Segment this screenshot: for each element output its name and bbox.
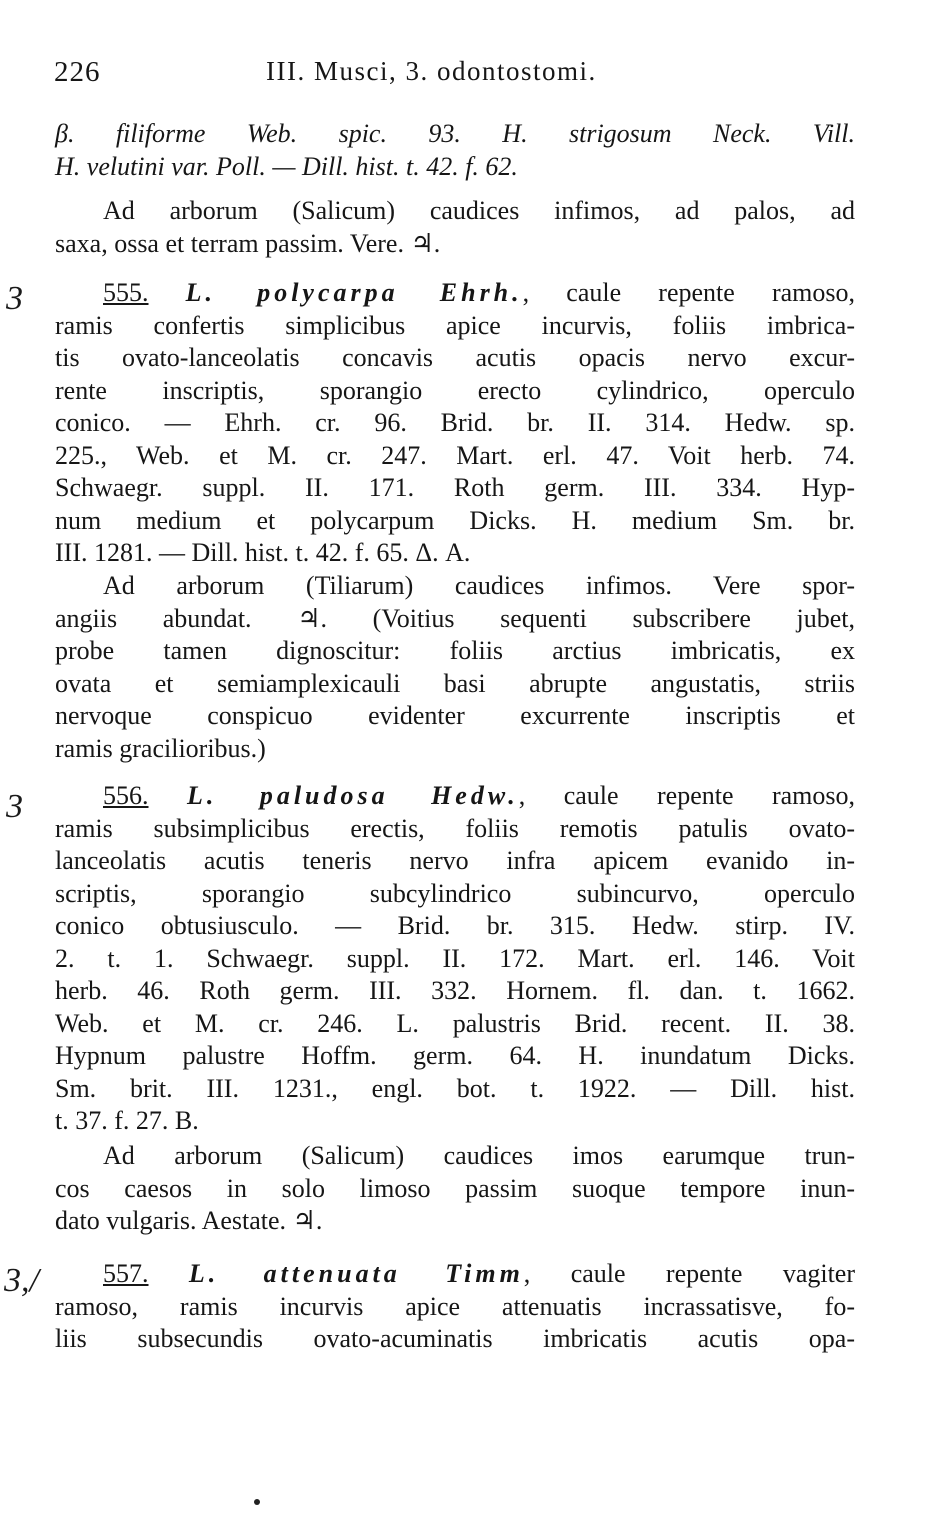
text-line: scriptis, sporangio subcylindrico subincurvo, operculo [55,878,855,908]
text-line: ramis subsimplicibus erectis, foliis remotis patulis ovato- [55,813,855,843]
habitat-555 [55,570,855,765]
text-line: conico obtusiusculo. — Brid. br. 315. Hedw. stirp. IV. [55,911,855,940]
entry-number: 557. [103,1259,149,1288]
text-line: probe tamen dignoscitur: foliis arctius imbricatis, ex [55,636,855,665]
text-line: ramis gracilioribus.) [55,733,266,763]
text-line: ovata et semiamplexicauli basi abrupte angustatis, striis [55,668,855,698]
entry-heading [55,780,855,813]
text-line: conico. — Ehrh. cr. 96. Brid. br. II. 314. Hedw. sp. [55,408,855,437]
page-number: 226 [54,56,101,88]
entry-number: 555. [103,278,149,307]
text-line: nervoque conspicuo evidenter excurrente inscriptis et [55,701,855,730]
text-line: 2. t. 1. Schwaegr. suppl. II. 172. Mart. erl. 146. Voit [55,943,855,973]
entry-heading [55,1258,855,1291]
text-line: Schwaegr. suppl. II. 171. Roth germ. III. 334. Hyp- [55,473,855,502]
text-line: H. velutini var. Poll. — Dill. hist. t. 42. f. 62. [55,151,518,181]
habitat-556 [55,1140,855,1238]
habitat-paragraph [55,195,855,260]
text-line: t. 37. f. 27. B. [55,1106,199,1135]
text-line: Ad arborum (Tiliarum) caudices infimos. Vere spor- [103,571,855,600]
text-line: liis subsecundis ovato-acuminatis imbricatis acutis opa- [55,1324,855,1353]
margin-note: 3 [6,788,23,825]
entry-heading [55,277,855,310]
entry-557 [55,1258,855,1356]
text-line: angiis abundat. ♃. (Voitius sequenti subscribere jubet, [55,603,855,633]
text-line: III. 1281. — Dill. hist. t. 42. f. 65. Δ. A. [55,538,471,567]
species-name: L. attenuata Timm [188,1259,524,1288]
text-line: 225., Web. et M. cr. 247. Mart. erl. 47. Voit herb. 74. [55,440,855,470]
text-line: , caule repente ramoso, [522,278,856,307]
variety-paragraph [55,118,855,183]
entry-556 [55,780,855,1138]
text-line: tis ovato-lanceolatis concavis acutis opacis nervo excur- [55,343,855,372]
running-title: III. Musci, 3. odontostomi. [266,56,597,86]
text-line: ramoso, ramis incurvis apice attenuatis incrassatisve, fo- [55,1291,855,1321]
text-line: ramis confertis simplicibus apice incurvis, foliis imbrica- [55,310,855,340]
margin-note: 3 [6,280,23,317]
text-line: Hypnum palustre Hoffm. germ. 64. H. inundatum Dicks. [55,1041,855,1070]
text-line: Sm. brit. III. 1231., engl. bot. t. 1922. — Dill. hist. [55,1073,855,1103]
text-line: β. filiforme Web. spic. 93. H. strigosum Neck. Vill. [55,119,855,148]
entry-number: 556. [103,781,149,810]
text-line: herb. 46. Roth germ. III. 332. Hornem. fl. dan. t. 1662. [55,976,855,1005]
text-line: Ad arborum (Salicum) caudices imos earumque trun- [103,1141,855,1170]
text-line: cos caesos in solo limoso passim suoque tempore inun- [55,1173,855,1203]
page-header [54,56,854,96]
species-name: L. polycarpa Ehrh. [185,278,523,307]
text-line: Web. et M. cr. 246. L. palustris Brid. recent. II. 38. [55,1008,855,1038]
text-line: , caule repente ramoso, [518,781,856,810]
text-line: dato vulgaris. Aestate. ♃. [55,1206,323,1235]
text-line: , caule repente vagiter [523,1259,856,1288]
text-line: num medium et polycarpum Dicks. H. medium Sm. br. [55,505,855,535]
margin-note: 3,/ [4,1262,39,1299]
print-speck [254,1499,260,1505]
text-line: Ad arborum (Salicum) caudices infimos, ad palos, ad [103,196,855,225]
species-name: L. paludosa Hedw. [186,781,519,810]
text-line: saxa, ossa et terram passim. Vere. ♃. [55,228,441,258]
entry-555 [55,277,855,570]
text-line: rente inscriptis, sporangio erecto cylindrico, operculo [55,375,855,405]
text-line: lanceolatis acutis teneris nervo infra apicem evanido in- [55,846,855,875]
